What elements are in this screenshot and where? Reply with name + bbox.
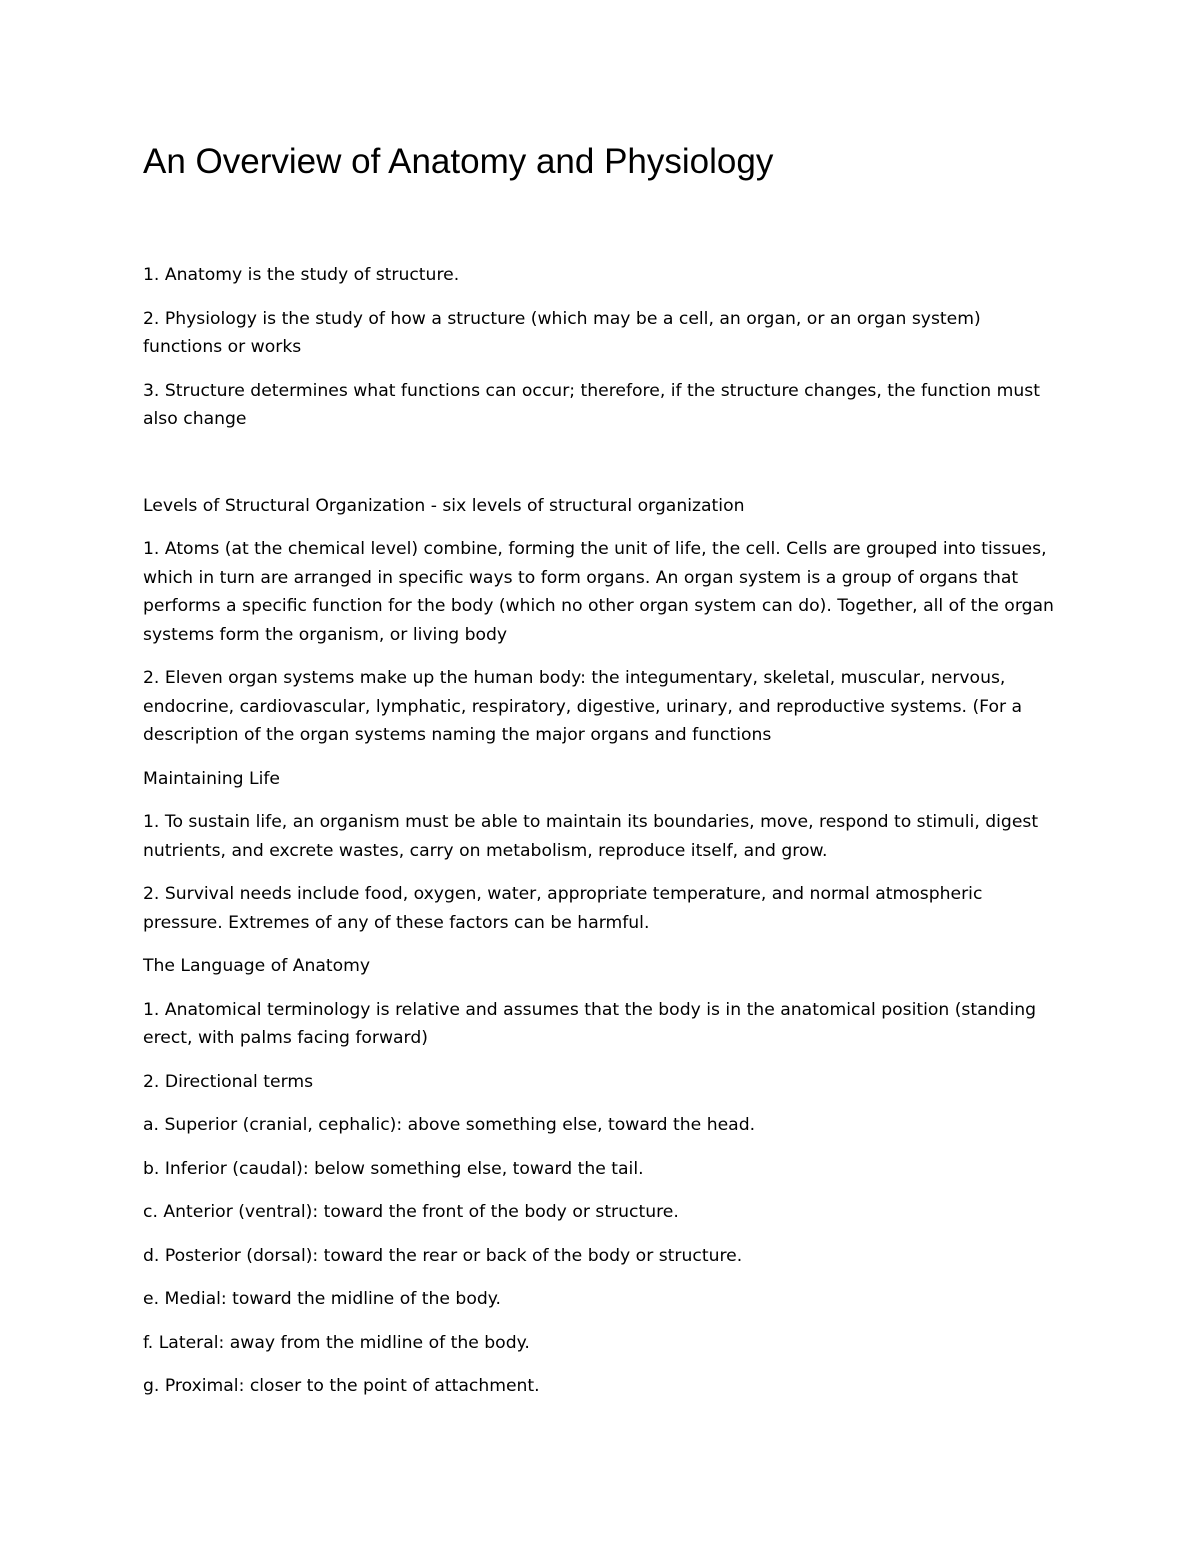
directional-term: d. Posterior (dorsal): toward the rear or back of the body or structure. [143,1245,743,1266]
section-heading-levels: Levels of Structural Organization - six levels of structural organization [143,495,745,516]
levels-paragraph: 2. Eleven organ systems make up the human body: the integumentary, skeletal, muscular, nervous, endocrine, cardiovascular, lymphatic, respiratory, digestive, urinary, and reproductive systems. (For a description of the organ systems naming the major organs and functions [143,668,1023,745]
document-body [143,261,1063,1416]
directional-term: a. Superior (cranial, cephalic): above something else, toward the head. [143,1115,756,1135]
maintaining-paragraph: 2. Survival needs include food, oxygen, water, appropriate temperature, and normal atmospheric pressure. Extremes of any of these factors can be harmful. [143,884,983,933]
directional-term: f. Lateral: away from the midline of the body. [143,1332,530,1353]
language-paragraph: 2. Directional terms [143,1071,314,1092]
directional-term: g. Proximal: closer to the point of attachment. [143,1376,540,1396]
section-heading-language: The Language of Anatomy [143,956,371,976]
document-title: An Overview of Anatomy and Physiology [143,142,774,181]
maintaining-paragraph: 1. To sustain life, an organism must be able to maintain its boundaries, move, respond to stimuli, digest nutrients, and excrete wastes, carry on metabolism, reproduce itself, and grow. [143,812,1039,861]
levels-paragraph: 1. Atoms (at the chemical level) combine, forming the unit of life, the cell. Cells are grouped into tissues, which in turn are arranged in specific ways to form organs. An organ system is a group of organs that performs a specific function for the body (which no other organ system can do). Together, all of the organ systems form the organism, or living body [143,539,1054,645]
intro-paragraph: 3. Structure determines what functions can occur; therefore, if the structure changes, the function must also change [143,380,1040,429]
blank-line [143,449,1063,492]
section-heading-maintaining-life: Maintaining Life [143,768,280,789]
intro-paragraph: 2. Physiology is the study of how a structure (which may be a cell, an organ, or an organ system) functions or works [143,308,981,357]
directional-term: e. Medial: toward the midline of the body. [143,1289,501,1309]
intro-paragraph: 1. Anatomy is the study of structure. [143,265,460,285]
language-paragraph: 1. Anatomical terminology is relative and assumes that the body is in the anatomical position (standing erect, with palms facing forward) [143,999,1037,1048]
directional-term: c. Anterior (ventral): toward the front of the body or structure. [143,1202,679,1222]
directional-term: b. Inferior (caudal): below something else, toward the tail. [143,1158,644,1179]
